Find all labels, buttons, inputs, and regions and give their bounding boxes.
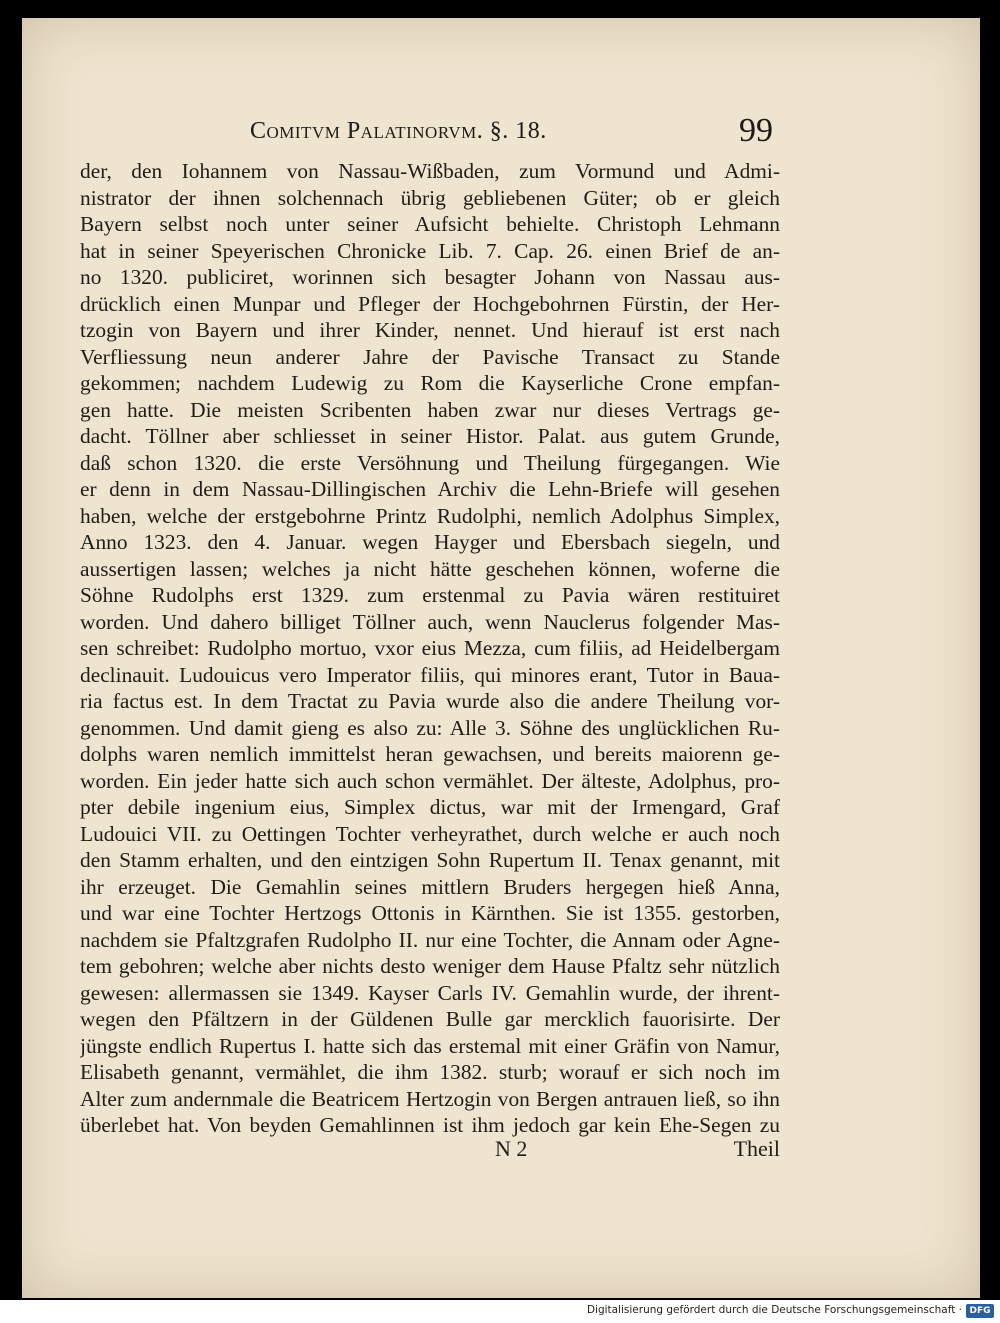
catchword: Theil: [733, 1136, 780, 1161]
text-line: gekommen; nachdem Ludewig zu Rom die Kayserliche Crone empfan-: [80, 371, 780, 395]
text-line: gewesen: allermassen sie 1349. Kayser Carls IV. Gemahlin wurde, der ihrent-: [80, 980, 780, 1005]
text-line: hat in seiner Speyerischen Chronicke Lib. 7. Cap. 26. einen Brief de an-: [80, 238, 780, 263]
text-line: ria factus est. In dem Tractat zu Pavia wurde also die andere Theilung vor-: [80, 689, 780, 713]
text-line: Anno 1323. den 4. Januar. wegen Hayger und Ebersbach siegeln, und: [80, 530, 780, 554]
signature-mark: N 2: [495, 1136, 528, 1161]
text-line: drücklich einen Munpar und Pfleger der Hochgebohrnen Fürstin, der Her-: [80, 291, 780, 316]
text-line: gen hatte. Die meisten Scribenten haben zwar nur dieses Vertrags ge-: [80, 397, 780, 422]
running-title: Comitvm Palatinorvm. §. 18.: [250, 118, 547, 144]
text-line: dacht. Töllner aber schliesset in seiner Histor. Palat. aus gutem Grunde,: [80, 424, 780, 448]
text-line: worden. Ein jeder hatte sich auch schon vermählet. Der älteste, Adolphus, pro-: [80, 768, 780, 793]
text-line: pter debile ingenium eius, Simplex dictus, war mit der Irmengard, Graf: [80, 795, 780, 819]
text-line: Alter zum andernmale die Beatricem Hertzogin von Bergen antrauen ließ, so ihn: [80, 1086, 780, 1111]
text-line: haben, welche der erstgebohrne Printz Rudolphi, nemlich Adolphus Simplex,: [80, 503, 780, 528]
text-line: Söhne Rudolphs erst 1329. zum erstenmal zu Pavia wären restituiret: [80, 583, 780, 607]
text-line: tem gebohren; welche aber nichts desto weniger dem Hause Pfaltz sehr nützlich: [80, 954, 780, 978]
text-line: daß schon 1320. die erste Versöhnung und Theilung fürgegangen. Wie: [80, 450, 780, 475]
funding-credit: Digitalisierung gefördert durch die Deutsche Forschungsgemeinschaft ·: [586, 1304, 962, 1316]
text-line: tzogin von Bayern und ihrer Kinder, nennet. Und hierauf ist erst nach: [80, 318, 780, 342]
credit-bar: [0, 1300, 1000, 1323]
page-number: 99: [739, 112, 773, 149]
text-line: Ludouici VII. zu Oettingen Tochter verheyrathet, durch welche er auch noch: [80, 821, 780, 846]
document-page: [22, 18, 980, 1298]
text-line: dolphs waren nemlich immittelst heran gewachsen, und bereits maiorenn ge-: [80, 742, 780, 766]
page-header: [22, 112, 980, 156]
body-text: [80, 158, 780, 1139]
text-line: no 1320. publiciret, worinnen sich besagter Johann von Nassau aus-: [80, 265, 780, 289]
text-line: und war eine Tochter Hertzogs Ottonis in Kärnthen. Sie ist 1355. gestorben,: [80, 901, 780, 925]
text-line: aussertigen lassen; welches ja nicht hätte geschehen können, woferne die: [80, 556, 780, 581]
text-line: Elisabeth genannt, vermählet, die ihm 1382. sturb; worauf er sich noch im: [80, 1060, 780, 1084]
text-line: worden. Und dahero billiget Töllner auch, wenn Nauclerus folgender Mas-: [80, 609, 780, 634]
text-line: Bayern selbst noch unter seiner Aufsicht behielte. Christoph Lehmann: [80, 212, 780, 236]
text-line: überlebet hat. Von beyden Gemahlinnen ist ihm jedoch gar kein Ehe-Segen zu: [80, 1113, 780, 1137]
text-line: declinauit. Ludouicus vero Imperator filiis, qui minores erant, Tutor in Baua-: [80, 662, 780, 687]
text-line: nachdem sie Pfaltzgrafen Rudolpho II. nur eine Tochter, die Annam oder Agne-: [80, 927, 780, 952]
text-line: genommen. Und damit gieng es also zu: Alle 3. Söhne des unglücklichen Ru-: [80, 715, 780, 740]
page-footer: [80, 1136, 780, 1166]
text-line: nistrator der ihnen solchennach übrig gebliebenen Güter; ob er gleich: [80, 185, 780, 210]
text-line: den Stamm erhalten, und den eintzigen Sohn Rupertum II. Tenax genannt, mit: [80, 848, 780, 872]
text-line: jüngste endlich Rupertus I. hatte sich das erstemal mit einer Gräfin von Namur,: [80, 1033, 780, 1058]
text-line: sen schreibet: Rudolpho mortuo, vxor eius Mezza, cum filiis, ad Heidelbergam: [80, 636, 780, 660]
dfg-logo-icon: DFG: [966, 1304, 994, 1318]
text-line: ihr erzeuget. Die Gemahlin seines mittlern Bruders hergegen hieß Anna,: [80, 874, 780, 899]
text-line: der, den Iohannem von Nassau-Wißbaden, zum Vormund und Admi-: [80, 159, 780, 183]
text-line: wegen den Pfältzern in der Güldenen Bulle gar mercklich fauorisirte. Der: [80, 1007, 780, 1031]
text-line: Verfliessung neun anderer Jahre der Pavische Transact zu Stande: [80, 344, 780, 369]
text-line: er denn in dem Nassau-Dillingischen Archiv die Lehn-Briefe will gesehen: [80, 477, 780, 501]
